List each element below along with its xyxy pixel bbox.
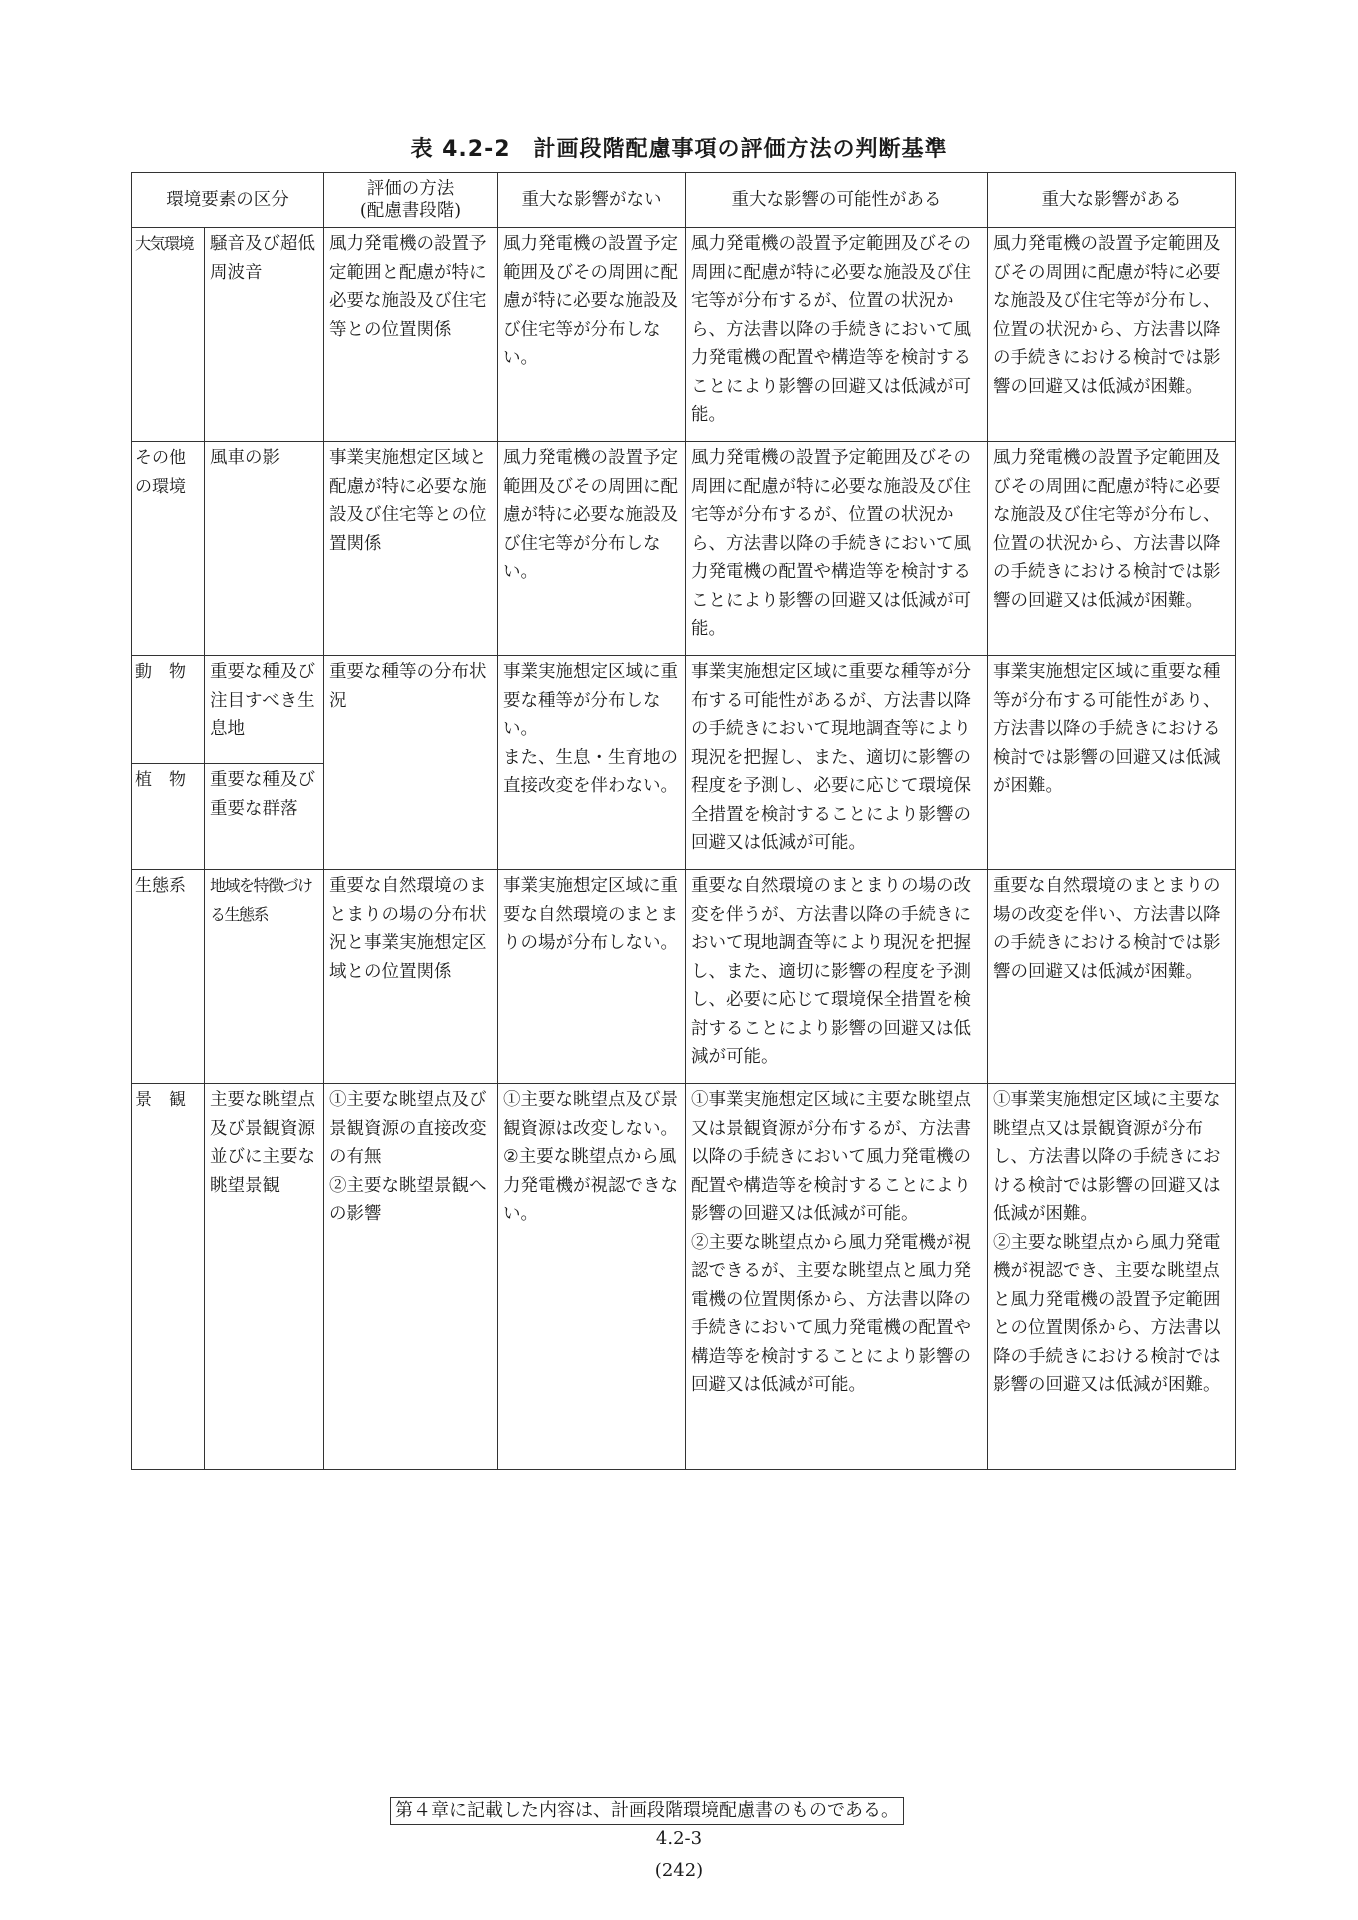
impact-cell: 風力発電機の設置予定範囲及びその周囲に配慮が特に必要な施設及び住宅等が分布し、位置の状況から、方法書以降の手続きにおける検討では影響の回避又は低減が困難。 (988, 228, 1236, 442)
header-possible-impact: 重大な影響の可能性がある (686, 173, 988, 228)
page-number: 4.2-3 (655, 1828, 703, 1849)
page-total: (242) (654, 1860, 704, 1881)
item-cell: 風車の影 (205, 442, 324, 656)
table-header-row (132, 173, 1236, 228)
method-cell: 重要な自然環境のまとまりの場の分布状況と事業実施想定区域との位置関係 (324, 870, 498, 1084)
page-title: 表 4.2-2 計画段階配慮事項の評価方法の判断基準 (410, 137, 948, 162)
possible-impact-cell: 風力発電機の設置予定範囲及びその周囲に配慮が特に必要な施設及び住宅等が分布するが、位置の状況から、方法書以降の手続きにおいて風力発電機の配置や構造等を検討することにより影響の回避又は低減が可能。 (686, 442, 988, 656)
method-cell: 事業実施想定区域と配慮が特に必要な施設及び住宅等との位置関係 (324, 442, 498, 656)
impact-cell: 風力発電機の設置予定範囲及びその周囲に配慮が特に必要な施設及び住宅等が分布し、位置の状況から、方法書以降の手続きにおける検討では影響の回避又は低減が困難。 (988, 442, 1236, 656)
possible-impact-cell: 重要な自然環境のまとまりの場の改変を伴うが、方法書以降の手続きにおいて現地調査等により現況を把握し、また、適切に影響の程度を予測し、必要に応じて環境保全措置を検討することにより影響の回避又は低減が可能。 (686, 870, 988, 1084)
method-cell: 風力発電機の設置予定範囲と配慮が特に必要な施設及び住宅等との位置関係 (324, 228, 498, 442)
header-impact: 重大な影響がある (988, 173, 1236, 228)
table-row (132, 228, 1236, 442)
table-row (132, 1084, 1236, 1470)
header-method: 評価の方法 (配慮書段階) (324, 173, 498, 228)
possible-impact-cell: 風力発電機の設置予定範囲及びその周囲に配慮が特に必要な施設及び住宅等が分布するが、位置の状況から、方法書以降の手続きにおいて風力発電機の配置や構造等を検討することにより影響の回避又は低減が可能。 (686, 228, 988, 442)
category-cell: 大気環境 (132, 228, 205, 442)
item-cell: 地域を特徴づける生態系 (205, 870, 324, 1084)
impact-cell: 事業実施想定区域に重要な種等が分布する可能性があり、方法書以降の手続きにおける検討では影響の回避又は低減が困難。 (988, 656, 1236, 870)
category-cell: 植 物 (132, 764, 205, 870)
item-cell: 騒音及び超低周波音 (205, 228, 324, 442)
possible-impact-cell: ①事業実施想定区域に主要な眺望点又は景観資源が分布するが、方法書以降の手続きにおいて風力発電機の配置や構造等を検討することにより影響の回避又は低減が可能。 ②主要な眺望点から風力発電機が視認できるが、主要な眺望点と風力発電機の位置関係から、方法書以降の手続きにおいて風力発電機の配置や構造等を検討することにより影響の回避又は低減が可能。 (686, 1084, 988, 1470)
no-impact-cell: 事業実施想定区域に重要な種等が分布しない。 また、生息・生育地の直接改変を伴わない。 (498, 656, 686, 870)
footer-note: 第４章に記載した内容は、計画段階環境配慮書のものである。 (390, 1797, 904, 1825)
no-impact-cell: 風力発電機の設置予定範囲及びその周囲に配慮が特に必要な施設及び住宅等が分布しない。 (498, 442, 686, 656)
method-cell: 重要な種等の分布状況 (324, 656, 498, 870)
item-cell: 重要な種及び注目すべき生息地 (205, 656, 324, 764)
item-cell: 主要な眺望点及び景観資源並びに主要な眺望景観 (205, 1084, 324, 1470)
table-row (132, 870, 1236, 1084)
item-cell: 重要な種及び重要な群落 (205, 764, 324, 870)
category-cell: その他の環境 (132, 442, 205, 656)
impact-cell: 重要な自然環境のまとまりの場の改変を伴い、方法書以降の手続きにおける検討では影響の回避又は低減が困難。 (988, 870, 1236, 1084)
header-env-element: 環境要素の区分 (132, 173, 324, 228)
method-cell: ①主要な眺望点及び景観資源の直接改変の有無 ②主要な眺望景観への影響 (324, 1084, 498, 1470)
table-row (132, 442, 1236, 656)
no-impact-cell: 事業実施想定区域に重要な自然環境のまとまりの場が分布しない。 (498, 870, 686, 1084)
evaluation-criteria-table (131, 172, 1236, 1470)
category-cell: 景 観 (132, 1084, 205, 1470)
category-cell: 生態系 (132, 870, 205, 1084)
no-impact-cell: 風力発電機の設置予定範囲及びその周囲に配慮が特に必要な施設及び住宅等が分布しない。 (498, 228, 686, 442)
impact-cell: ①事業実施想定区域に主要な眺望点又は景観資源が分布し、方法書以降の手続きにおける検討では影響の回避又は低減が困難。 ②主要な眺望点から風力発電機が視認でき、主要な眺望点と風力発電機の設置予定範囲との位置関係から、方法書以降の手続きにおける検討では影響の回避又は低減が困難。 (988, 1084, 1236, 1470)
possible-impact-cell: 事業実施想定区域に重要な種等が分布する可能性があるが、方法書以降の手続きにおいて現地調査等により現況を把握し、また、適切に影響の程度を予測し、必要に応じて環境保全措置を検討することにより影響の回避又は低減が可能。 (686, 656, 988, 870)
table-row (132, 656, 1236, 764)
no-impact-cell: ①主要な眺望点及び景観資源は改変しない。 ②主要な眺望点から風力発電機が視認できない。 (498, 1084, 686, 1470)
header-no-impact: 重大な影響がない (498, 173, 686, 228)
category-cell: 動 物 (132, 656, 205, 764)
